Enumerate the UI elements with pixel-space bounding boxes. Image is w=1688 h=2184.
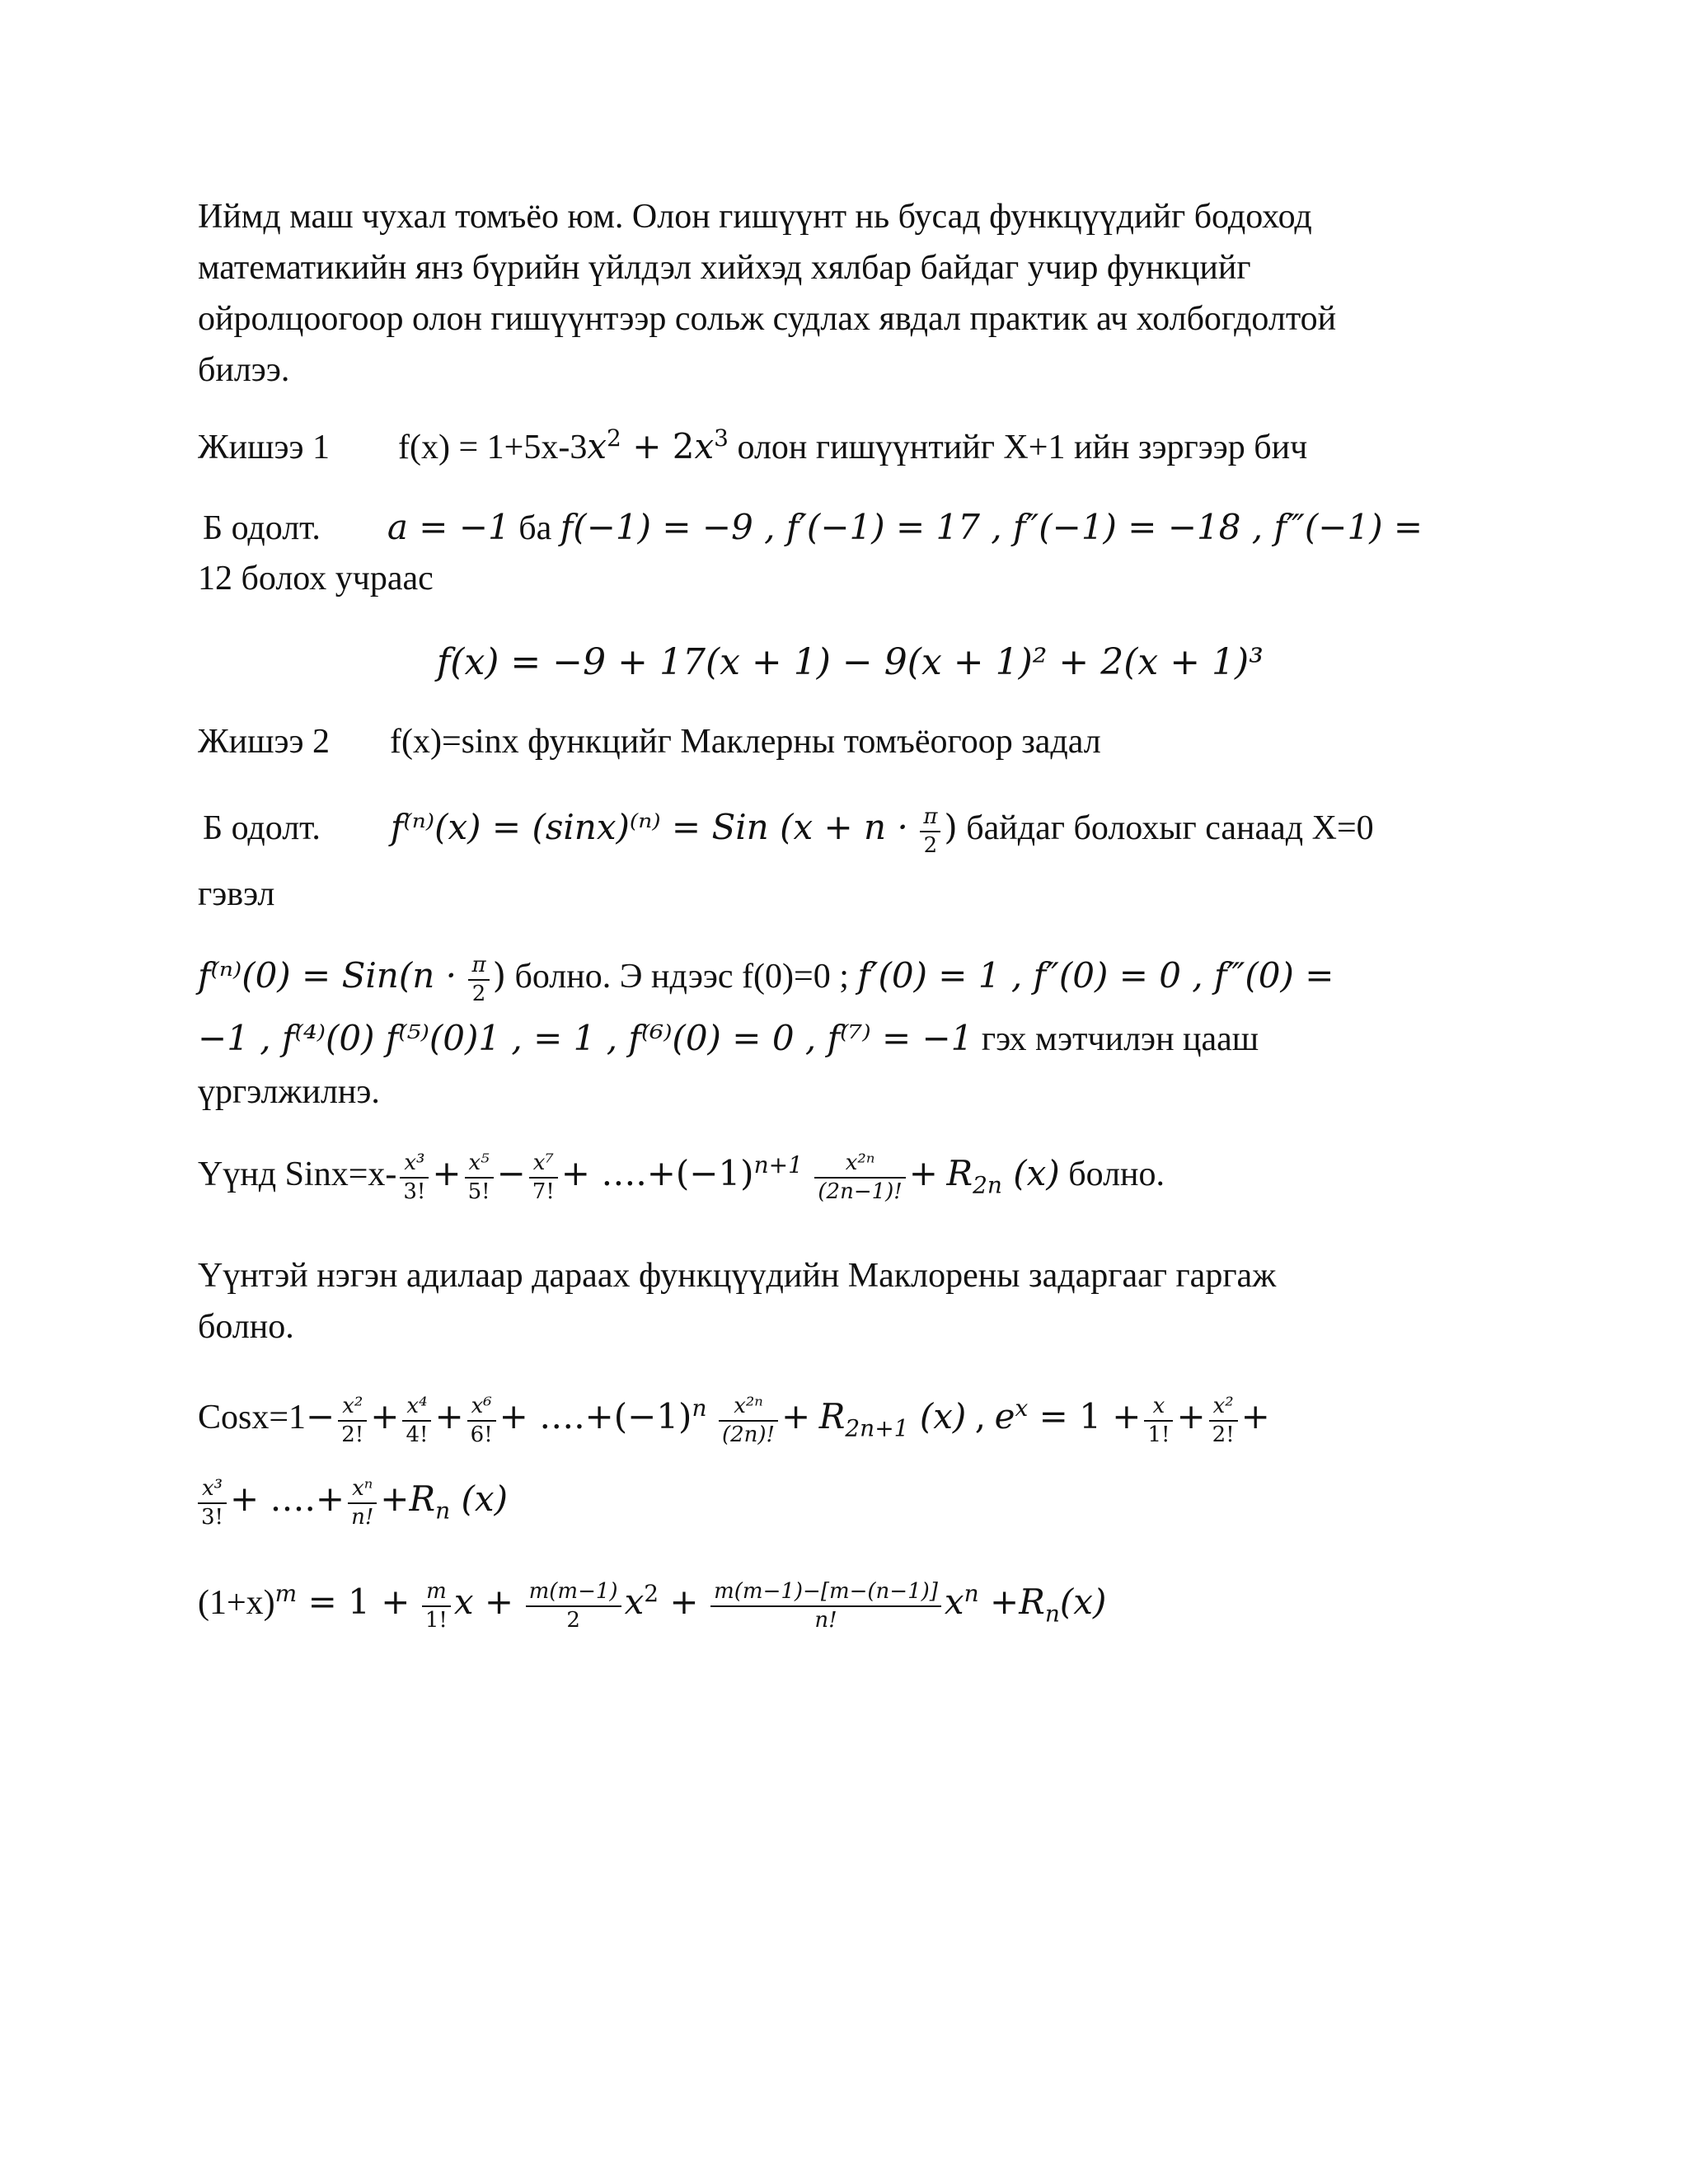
intro-line-3: ойролцоогоор олон гишүүнтээр сольж судлах явдал практик ач холбогдолтой xyxy=(198,300,1337,338)
endees-text: Э ндээс f(0)=0 ; xyxy=(619,958,849,996)
condition-a: a = −1 xyxy=(387,507,510,547)
example-2-solution-line: Б одолт. f⁽ⁿ⁾(x) = (sinx)⁽ⁿ⁾ = Sin (x + n · $\frac{\pi}{2}$ ) байдаг болохыг санаад Х=0 xyxy=(203,804,1374,858)
solution-label-1: Б одолт. xyxy=(203,509,321,547)
higher-derivative-values: −1 , f⁽⁴⁾(0) f⁽⁵⁾(0)1 , = 1 , f⁽⁶⁾(0) = 0 , f⁽⁷⁾ = −1 xyxy=(198,1018,973,1058)
continuation-word: үргэлжилнэ. xyxy=(198,1073,380,1111)
example-1-statement: Жишээ 1 $f(x) = 1+5x-3x^2 + 2x^3$ олон гишүүнтийг Х+1 ийн зэргээр бич xyxy=(198,424,1308,466)
cosine-series-line: Cosx=1− $\frac{\text{x²}}{2!}$ + $\frac{\text{x⁴}}{4!}$ + $\frac{\text{x⁶}}{6!}$ + $\dots.+(-1)^n$ $\frac{\text{x²ⁿ}}{(2n)!}$ + $R_{2n+1}$ (x) , $e^x = 1$ + $\frac{x}{1!}$ + $\frac{\text{x²}}{2!}$ + xyxy=(198,1394,1270,1447)
sine-series-lead: Үүнд Sinx=x- xyxy=(198,1155,397,1194)
example-2-task: f(x)=sinx функцийг Маклерны томъёогоор задал xyxy=(390,723,1101,761)
cosine-series-lead: Cosx=1 xyxy=(198,1399,307,1437)
values-tail: гэх мэтчилэн цааш xyxy=(981,1020,1259,1058)
example-1-label: Жишээ 1 xyxy=(198,429,331,466)
sine-series-line: Үүнд Sinx=x- $\frac{\text{x³}}{3!}$ + $\frac{\text{x⁵}}{5!}$ − $\frac{\text{x⁷}}{7!}$ + $\dots.+(-1)^{n+1}$ $\frac{\text{x²ⁿ}}{(2n-1)!}$ + $R_{2n}$ (x) болно. xyxy=(198,1151,1165,1204)
bolno-word: болно. xyxy=(514,958,612,996)
values-continuation-line xyxy=(198,1018,1259,1060)
sine-series-tail: болно. xyxy=(1068,1155,1165,1194)
binomial-lead: (1+x) xyxy=(198,1584,275,1623)
intro-line-1: Иймд маш чухал томъёо юм. Олон гишүүнт нь бусад функцүүдийг бодоход xyxy=(198,198,1312,236)
gevel-text: гэвэл xyxy=(198,875,275,913)
value-at-zero-line: f⁽ⁿ⁾(0) = Sin(n · $\frac{\pi}{2}$ ) болно. Э ндээс f(0)=0 ; f′(0) = 1 , f″(0) = 0 , f‴(0) = xyxy=(198,953,1334,1006)
derivative-values-zero: f′(0) = 1 , f″(0) = 0 , f‴(0) = xyxy=(857,955,1334,996)
example-2-statement xyxy=(198,721,1101,762)
ba-word: ба xyxy=(518,509,552,547)
value-at-zero-formula: f⁽ⁿ⁾(0) = Sin(n · xyxy=(198,955,457,996)
example-1-solution-line xyxy=(203,507,1423,549)
example-1-polynomial: f(x) = 1+5x-3 xyxy=(398,429,588,466)
intro-line-2: математикийн янз бүрийн үйлдэл хийхэд хялбар байдаг учир функцийг xyxy=(198,249,1251,287)
transition-line-2: болно. xyxy=(198,1308,294,1346)
example-1-result-formula: f(x) = −9 + 17(x + 1) − 9(x + 1)² + 2(x + 1)³ xyxy=(437,641,1264,683)
intro-line-4: билээ. xyxy=(198,351,290,389)
transition-line-1: Үүнтэй нэгэн адилаар дараах функцүүдийн Маклорены задаргааг гаргаж xyxy=(198,1257,1277,1295)
exponential-series-continuation: $\frac{\text{x³}}{3!}$ + ….+ $\frac{\text{xⁿ}}{n!}$ $+R_n$ (x) xyxy=(198,1475,508,1530)
example-2-label: Жишээ 2 xyxy=(198,723,331,761)
binomial-series-line: $(1+x)^m = 1$ + $\frac{m}{1!}$ x + $\frac{m(m-1)}{2}$ $x^2$ + $\frac{m(m-1)-[m-(n-1)]}{n!}$ $x^n +R_n(x)$ xyxy=(198,1579,1107,1633)
example-2-solution-tail: байдаг болохыг санаад Х=0 xyxy=(966,809,1374,848)
example-1-continuation: 12 болох учраас xyxy=(198,560,434,598)
nth-derivative-formula: f⁽ⁿ⁾(x) = (sinx)⁽ⁿ⁾ = Sin (x + n · xyxy=(390,807,908,848)
derivative-values: f(−1) = −9 , f′(−1) = 17 , f″(−1) = −18 , f‴(−1) = xyxy=(560,507,1423,547)
solution-label-2: Б одолт. xyxy=(203,809,321,848)
example-1-task: олон гишүүнтийг Х+1 ийн зэргээр бич xyxy=(737,429,1308,466)
